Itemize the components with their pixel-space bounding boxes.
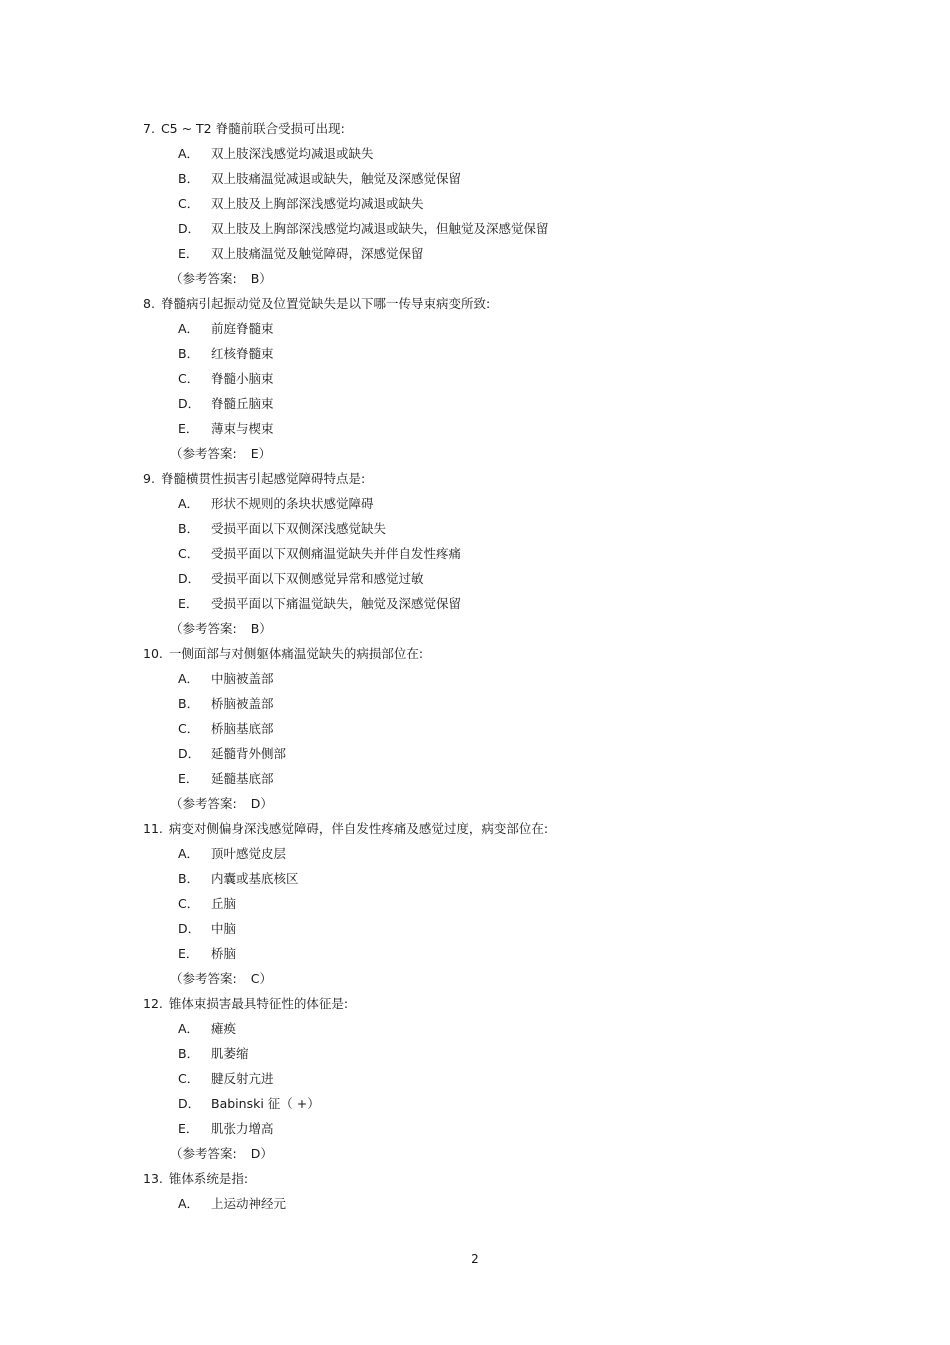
answer-label: （参考答案: (170, 971, 237, 986)
option-letter: D． (178, 571, 201, 586)
option-item (143, 544, 843, 569)
option-text: 受损平面以下双侧深浅感觉缺失 (211, 521, 387, 536)
option-letter: E． (178, 771, 199, 786)
option-item (143, 1119, 843, 1144)
option-letter: B． (178, 346, 200, 361)
option-text: 丘脑 (211, 896, 237, 911)
option-item (143, 1094, 843, 1119)
option-item (143, 344, 843, 369)
option-text: 桥脑被盖部 (211, 696, 274, 711)
question-number: 11. (143, 821, 163, 836)
option-text: 脊髓丘脑束 (211, 396, 274, 411)
question-list (143, 119, 843, 1219)
option-text: 桥脑基底部 (211, 721, 274, 736)
option-item (143, 1044, 843, 1069)
option-item (143, 1194, 843, 1219)
question-number: 9. (143, 471, 155, 486)
question-stem (143, 469, 843, 494)
option-item (143, 894, 843, 919)
option-item (143, 369, 843, 394)
answer-label: （参考答案: (170, 446, 237, 461)
page-number: 2 (471, 1252, 479, 1266)
question-block (143, 644, 843, 819)
option-item (143, 844, 843, 869)
option-text: 形状不规则的条块状感觉障碍 (211, 496, 374, 511)
option-item (143, 1069, 843, 1094)
option-letter: A． (178, 1196, 200, 1211)
option-letter: D． (178, 921, 201, 936)
question-block (143, 119, 843, 294)
option-text: 中脑 (211, 921, 237, 936)
answer-value: B） (250, 621, 272, 636)
option-text: 脊髓小脑束 (211, 371, 274, 386)
answer-label: （参考答案: (170, 271, 237, 286)
answer-value: E） (250, 446, 272, 461)
question-number: 7. (143, 121, 155, 136)
option-text: 双上肢痛温觉减退或缺失，触觉及深感觉保留 (211, 171, 462, 186)
option-item (143, 944, 843, 969)
option-item (143, 494, 843, 519)
option-text: 双上肢深浅感觉均减退或缺失 (211, 146, 374, 161)
option-item (143, 744, 843, 769)
option-letter: C． (178, 896, 200, 911)
question-number: 13. (143, 1171, 163, 1186)
option-letter: A． (178, 671, 200, 686)
answer-value: B） (250, 271, 272, 286)
question-block (143, 994, 843, 1169)
option-letter: C． (178, 1071, 200, 1086)
option-letter: D． (178, 746, 201, 761)
question-block (143, 469, 843, 644)
option-text: Babinski 征（ +） (211, 1096, 320, 1111)
question-stem (143, 294, 843, 319)
option-text: 受损平面以下双侧感觉异常和感觉过敏 (211, 571, 424, 586)
option-letter: A． (178, 496, 200, 511)
option-letter: D． (178, 1096, 201, 1111)
question-text: C5 ~ T2 脊髓前联合受损可出现: (160, 121, 345, 136)
option-text: 双上肢痛温觉及触觉障碍，深感觉保留 (211, 246, 424, 261)
option-item (143, 319, 843, 344)
option-item (143, 769, 843, 794)
question-number: 12. (143, 996, 163, 1011)
option-item (143, 569, 843, 594)
option-letter: E． (178, 421, 199, 436)
question-stem (143, 1169, 843, 1194)
option-item (143, 169, 843, 194)
option-text: 桥脑 (211, 946, 237, 961)
question-number: 8. (143, 296, 155, 311)
option-letter: B． (178, 1046, 200, 1061)
question-text: 病变对侧偏身深浅感觉障碍，伴自发性疼痛及感觉过度，病变部位在: (168, 821, 549, 836)
option-letter: B． (178, 171, 200, 186)
option-item (143, 669, 843, 694)
question-number: 10. (143, 646, 163, 661)
option-text: 双上肢及上胸部深浅感觉均减退或缺失，但触觉及深感觉保留 (211, 221, 549, 236)
option-letter: C． (178, 721, 200, 736)
answer-label: （参考答案: (170, 621, 237, 636)
option-text: 顶叶感觉皮层 (211, 846, 287, 861)
option-text: 内囊或基底核区 (211, 871, 299, 886)
answer-value: C） (250, 971, 272, 986)
option-text: 双上肢及上胸部深浅感觉均减退或缺失 (211, 196, 424, 211)
question-stem (143, 119, 843, 144)
option-text: 薄束与楔束 (211, 421, 274, 436)
option-item (143, 719, 843, 744)
reference-answer (143, 269, 843, 294)
option-item (143, 869, 843, 894)
option-item (143, 219, 843, 244)
option-item (143, 594, 843, 619)
option-letter: C． (178, 546, 200, 561)
option-letter: A． (178, 846, 200, 861)
option-item (143, 144, 843, 169)
question-stem (143, 819, 843, 844)
question-text: 脊髓病引起振动觉及位置觉缺失是以下哪一传导束病变所致: (160, 296, 491, 311)
option-letter: B． (178, 521, 200, 536)
option-item (143, 244, 843, 269)
answer-value: D） (250, 796, 273, 811)
option-item (143, 919, 843, 944)
answer-label: （参考答案: (170, 796, 237, 811)
question-block (143, 819, 843, 994)
answer-label: （参考答案: (170, 1146, 237, 1161)
reference-answer (143, 1144, 843, 1169)
option-item (143, 1019, 843, 1044)
option-text: 肌张力增高 (211, 1121, 274, 1136)
option-text: 红核脊髓束 (211, 346, 274, 361)
option-text: 前庭脊髓束 (211, 321, 274, 336)
option-text: 延髓背外侧部 (211, 746, 287, 761)
option-text: 受损平面以下双侧痛温觉缺失并伴自发性疼痛 (211, 546, 462, 561)
option-letter: A． (178, 1021, 200, 1036)
option-letter: B． (178, 696, 200, 711)
option-text: 腱反射亢进 (211, 1071, 274, 1086)
option-letter: E． (178, 946, 199, 961)
question-text: 脊髓横贯性损害引起感觉障碍特点是: (160, 471, 366, 486)
option-letter: E． (178, 596, 199, 611)
option-item (143, 194, 843, 219)
option-item (143, 419, 843, 444)
question-text: 锥体束损害最具特征性的体征是: (168, 996, 349, 1011)
option-text: 上运动神经元 (211, 1196, 287, 1211)
option-letter: D． (178, 396, 201, 411)
option-letter: D． (178, 221, 201, 236)
option-text: 受损平面以下痛温觉缺失，触觉及深感觉保留 (211, 596, 462, 611)
reference-answer (143, 619, 843, 644)
question-block (143, 1169, 843, 1219)
option-text: 延髓基底部 (211, 771, 274, 786)
option-letter: A． (178, 321, 200, 336)
question-block (143, 294, 843, 469)
question-stem (143, 644, 843, 669)
question-stem (143, 994, 843, 1019)
answer-value: D） (250, 1146, 273, 1161)
option-item (143, 394, 843, 419)
question-text: 锥体系统是指: (168, 1171, 249, 1186)
option-text: 瘫痪 (211, 1021, 237, 1036)
option-text: 中脑被盖部 (211, 671, 274, 686)
option-letter: C． (178, 371, 200, 386)
option-item (143, 694, 843, 719)
option-letter: E． (178, 1121, 199, 1136)
option-item (143, 519, 843, 544)
option-letter: A． (178, 146, 200, 161)
option-text: 肌萎缩 (211, 1046, 249, 1061)
option-letter: C． (178, 196, 200, 211)
reference-answer (143, 794, 843, 819)
reference-answer (143, 969, 843, 994)
option-letter: E． (178, 246, 199, 261)
reference-answer (143, 444, 843, 469)
question-text: 一侧面部与对侧躯体痛温觉缺失的病损部位在: (168, 646, 424, 661)
option-letter: B． (178, 871, 200, 886)
